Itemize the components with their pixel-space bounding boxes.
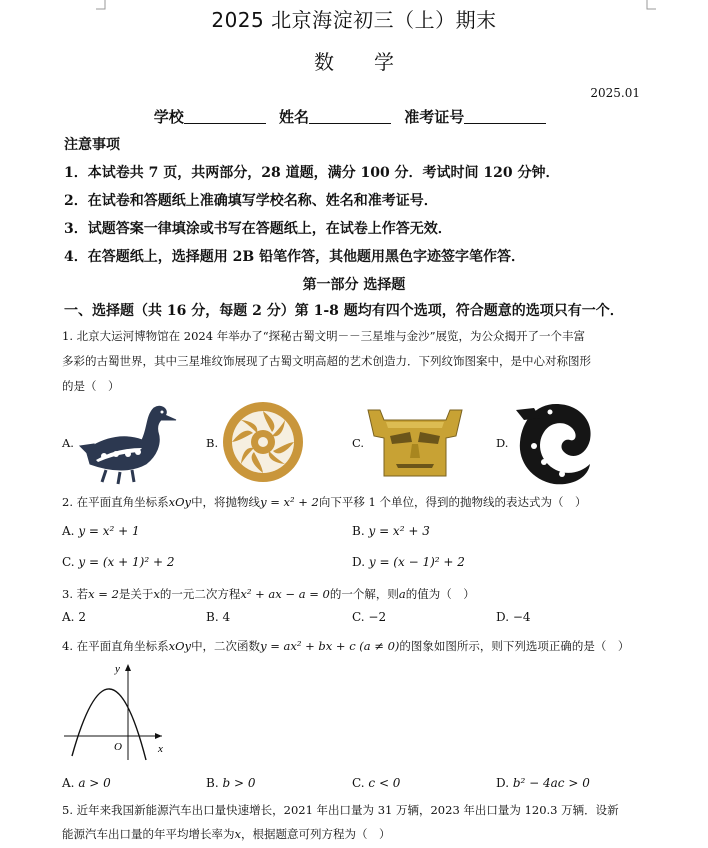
q2-option-b: B. y = x² + 3 [352, 524, 430, 538]
student-info-line [0, 106, 708, 127]
q1-option-c-label: C. [352, 436, 365, 450]
parabola-curve [72, 689, 146, 760]
y-axis-label: y [115, 663, 120, 675]
section-title: 第一部分 选择题 [302, 277, 406, 293]
q2-formula: y = x² + 2 [260, 495, 319, 509]
q1-line-1: 1. 北京大运河博物馆在 2024 年举办了“探秘古蜀文明－－三星堆与金沙”展览，为公众揭开了一个丰富 [62, 329, 585, 343]
bronze-mask-image [366, 406, 464, 482]
x-axis-label: x [158, 743, 163, 755]
q3-stem: 3. 若x = 2是关于x的一元二次方程x² + ax − a = 0的一个解，则a的值为（ ） [62, 587, 475, 601]
q2-text-c: 向下平移 1 个单位，得到的抛物线的表达式为（ ） [318, 495, 587, 509]
q3-option-d: D. −4 [496, 610, 531, 624]
note-item: 4．在答题纸上，选择题用 2B 铅笔作答，其他题用黑色字迹签字笔作答． [64, 249, 526, 265]
q2-text-b: 中，将抛物线 [191, 495, 261, 509]
note-item: 2．在试卷和答题纸上准确填写学校名称、姓名和准考证号． [64, 193, 438, 209]
q3-option-c: C. −2 [352, 610, 387, 624]
school-label: 学校 [153, 108, 184, 126]
q1-option-a-label: A. [62, 436, 74, 450]
q5-line-2: 能源汽车出口量的年平均增长率为x，根据题意可列方程为（ ） [62, 827, 391, 841]
name-blank [309, 109, 391, 124]
q2-var: xOy [168, 495, 192, 509]
q4-option-a: A. a > 0 [62, 776, 111, 790]
q4-stem: 4. 在平面直角坐标系xOy中，二次函数y = ax² + bx + c (a ≠ 0)的图象如图所示，则下列选项正确的是（ ） [62, 639, 630, 653]
exam-date: 2025.01 [590, 86, 640, 100]
parabola-graph [62, 660, 172, 764]
exam-id-label: 准考证号 [404, 108, 465, 126]
q4-option-b: B. b > 0 [206, 776, 256, 790]
notes-title: 注意事项 [64, 137, 120, 153]
q5-line-1: 5. 近年来我国新能源汽车出口量快速增长，2021 年出口量为 31 万辆，2023 年出口量为 120.3 万辆．设新 [62, 803, 619, 817]
q1-option-d-label: D. [496, 436, 509, 450]
origin-label: O [114, 741, 122, 753]
q2-option-a: A. y = x² + 1 [62, 524, 140, 538]
q2-option-c: C. y = (x + 1)² + 2 [62, 555, 175, 569]
school-blank [184, 109, 266, 124]
sun-disc-pattern-image [220, 398, 306, 486]
q1-line-3: 的是（ ） [62, 379, 120, 393]
page-title: 2025 北京海淀初三（上）期末 [211, 8, 497, 32]
q2-text-a: 2. 在平面直角坐标系 [62, 495, 169, 509]
q2-stem [62, 494, 587, 510]
q4-option-d: D. b² − 4ac > 0 [496, 776, 590, 790]
note-item: 1．本试卷共 7 页，共两部分，28 道题，满分 100 分．考试时间 120 分钟． [64, 165, 560, 181]
q4-formula: y = ax² + bx + c (a ≠ 0) [260, 639, 400, 653]
q3-option-a: A. 2 [62, 610, 86, 624]
name-label: 姓名 [278, 108, 309, 126]
q1-line-2: 多彩的古蜀世界，其中三星堆纹饰展现了古蜀文明高超的艺术创造力．下列纹饰图案中，是中心对称图形 [62, 354, 591, 368]
bird-pattern-image [76, 398, 184, 488]
x-axis-arrow [155, 733, 162, 739]
q3-equation: x² + ax − a = 0 [240, 587, 330, 601]
q2-option-d: D. y = (x − 1)² + 2 [352, 555, 465, 569]
dragon-pattern-image [510, 400, 600, 486]
q1-option-b-label: B. [206, 436, 219, 450]
subject-title: 数学 [314, 50, 434, 74]
q3-option-b: B. 4 [206, 610, 231, 624]
q3-condition: x = 2 [88, 587, 119, 601]
y-axis-arrow [125, 664, 131, 671]
part-title: 一、选择题（共 16 分，每题 2 分）第 1-8 题均有四个选项，符合题意的选项只有一个． [64, 303, 624, 319]
note-item: 3．试题答案一律填涂或书写在答题纸上，在试卷上作答无效． [64, 221, 452, 237]
exam-id-blank [464, 109, 546, 124]
q4-option-c: C. c < 0 [352, 776, 401, 790]
